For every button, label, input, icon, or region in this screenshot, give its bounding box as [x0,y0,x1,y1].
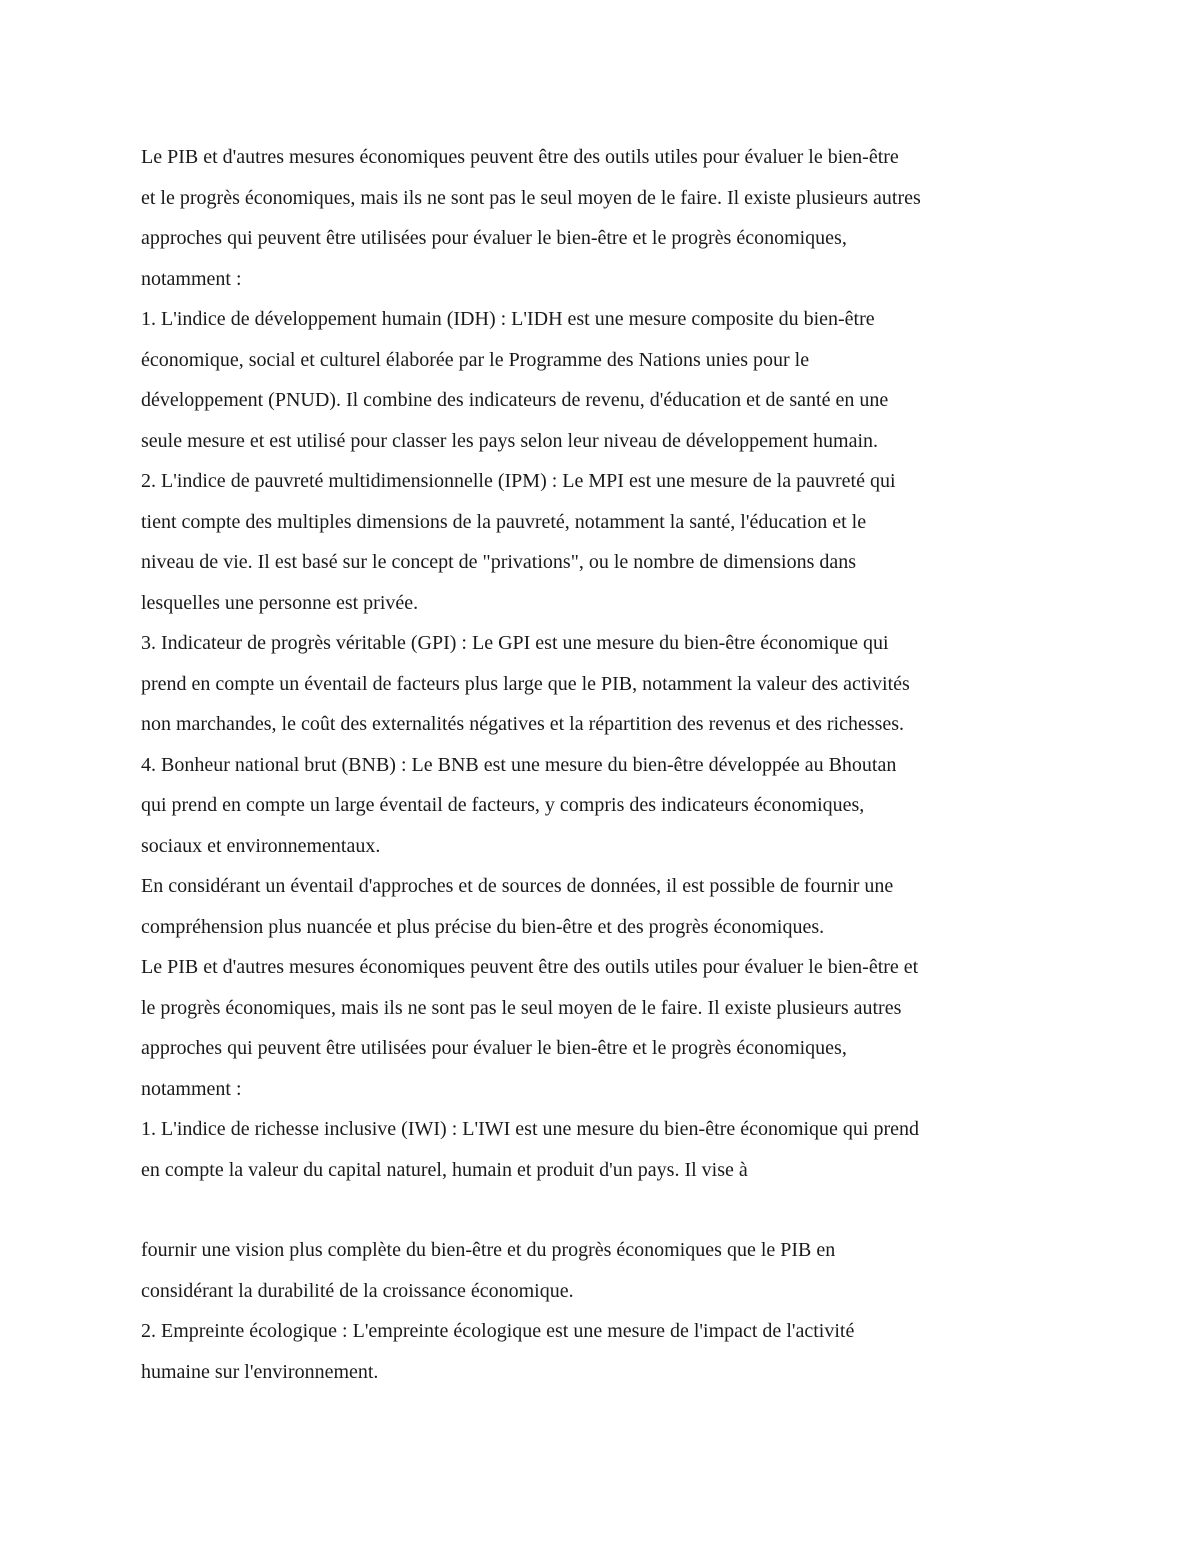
text-line: considérant la durabilité de la croissance économique. [141,1279,574,1302]
text-section-1 [141,137,1071,1190]
text-line: notamment : [141,267,242,290]
text-line: humaine sur l'environnement. [141,1360,379,1383]
text-line: 2. L'indice de pauvreté multidimensionnelle (IPM) : Le MPI est une mesure de la pauvreté qui [141,470,896,492]
text-line: économique, social et culturel élaborée par le Programme des Nations unies pour le [141,348,810,371]
text-line: Le PIB et d'autres mesures économiques peuvent être des outils utiles pour évaluer le bien-être [141,146,899,168]
text-line: et le progrès économiques, mais ils ne sont pas le seul moyen de le faire. Il existe plusieurs autres [141,186,921,209]
text-line: seule mesure et est utilisé pour classer les pays selon leur niveau de développement humain. [141,429,879,452]
text-line: 4. Bonheur national brut (BNB) : Le BNB est une mesure du bien-être développée au Bhoutan [141,753,897,776]
text-line: compréhension plus nuancée et plus précise du bien-être et des progrès économiques. [141,915,825,938]
text-section-2 [141,1230,1071,1392]
text-line: prend en compte un éventail de facteurs plus large que le PIB, notamment la valeur des activités [141,672,910,695]
text-line: fournir une vision plus complète du bien-être et du progrès économiques que le PIB en [141,1239,836,1261]
text-line: En considérant un éventail d'approches et de sources de données, il est possible de fournir une [141,875,894,897]
text-line: le progrès économiques, mais ils ne sont pas le seul moyen de le faire. Il existe plusieurs autres [141,996,902,1019]
text-line: qui prend en compte un large éventail de facteurs, y compris des indicateurs économiques, [141,794,865,816]
text-line: en compte la valeur du capital naturel, humain et produit d'un pays. Il vise à [141,1158,748,1181]
text-line: lesquelles une personne est privée. [141,591,419,614]
text-line: 2. Empreinte écologique : L'empreinte écologique est une mesure de l'impact de l'activité [141,1320,855,1342]
text-line: niveau de vie. Il est basé sur le concept de "privations", ou le nombre de dimensions dans [141,551,857,573]
text-line: approches qui peuvent être utilisées pour évaluer le bien-être et le progrès économiques, [141,1037,847,1059]
text-line: non marchandes, le coût des externalités négatives et la répartition des revenus et des richesses. [141,713,905,735]
text-line: 1. L'indice de richesse inclusive (IWI) : L'IWI est une mesure du bien-être économique qui prend [141,1118,920,1140]
text-line: développement (PNUD). Il combine des indicateurs de revenu, d'éducation et de santé en une [141,389,889,411]
text-line: approches qui peuvent être utilisées pour évaluer le bien-être et le progrès économiques, [141,227,847,249]
text-line: 1. L'indice de développement humain (IDH) : L'IDH est une mesure composite du bien-être [141,308,875,330]
text-line: Le PIB et d'autres mesures économiques peuvent être des outils utiles pour évaluer le bien-être et [141,956,919,978]
text-line: sociaux et environnementaux. [141,834,381,857]
text-line: tient compte des multiples dimensions de la pauvreté, notamment la santé, l'éducation et le [141,510,867,533]
text-line: 3. Indicateur de progrès véritable (GPI) : Le GPI est une mesure du bien-être économique qui [141,632,889,654]
text-line: notamment : [141,1077,242,1100]
